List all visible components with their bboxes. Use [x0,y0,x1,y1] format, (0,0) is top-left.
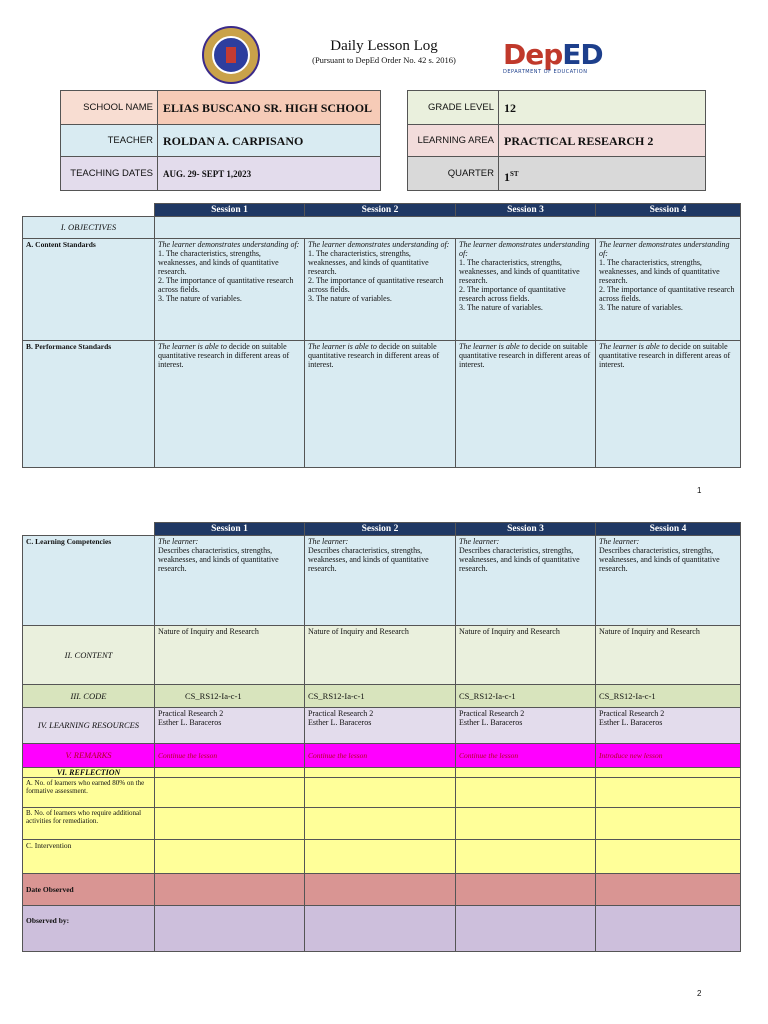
code-row [23,685,741,708]
logo-subtext: DEPARTMENT OF EDUCATION [503,69,588,75]
code-cell[interactable]: CS_RS12-Ia-c-1 [155,685,305,708]
reflection-b-cell[interactable] [456,808,596,840]
content-cell[interactable]: Nature of Inquiry and Research [596,626,741,685]
grade-level-value: 12 [498,91,705,124]
learning-area-value: PRACTICAL RESEARCH 2 [498,125,705,156]
competencies-intro: The learner: [459,537,500,546]
content-cell[interactable]: Nature of Inquiry and Research [155,626,305,685]
content-standards-intro: The learner demonstrates understanding of: [158,240,300,249]
performance-standards-cell[interactable] [456,341,596,468]
remarks-cell[interactable]: Continue the lesson [155,744,305,768]
reflection-c-row [23,840,741,874]
teaching-dates-value: AUG. 29- SEPT 1,2023 [157,157,380,190]
quarter-suffix: ST [510,170,519,178]
session-2-header: Session 2 [305,523,456,536]
resources-cell[interactable] [305,708,456,744]
competencies-cell[interactable] [305,536,456,626]
competencies-text: Describes characteristics, strengths, weaknesses, and kinds of quantitative research. [158,546,279,573]
content-cell[interactable]: Nature of Inquiry and Research [305,626,456,685]
learning-area-row [407,124,706,157]
competencies-label: C. Learning Competencies [23,536,155,626]
observed-by-cell[interactable] [305,906,456,952]
content-standards-cell[interactable] [155,239,305,341]
logo-text-dep: Dep [503,38,563,71]
performance-intro: The learner is able to [599,342,668,351]
content-standards-label: A. Content Standards [23,239,155,341]
session-header-row [23,523,741,536]
observed-by-row [23,906,741,952]
reflection-b-row [23,808,741,840]
reflection-cell[interactable] [155,768,305,778]
content-standard-item: 1. The characteristics, strengths, weaknesses, and kinds of quantitative research. [308,249,429,276]
session-1-header: Session 1 [155,204,305,217]
content-standard-item: 2. The importance of quantitative research across fields. [308,276,444,294]
competencies-intro: The learner: [599,537,640,546]
quarter-value [498,157,705,190]
reflection-b-cell[interactable] [305,808,456,840]
competencies-text: Describes characteristics, strengths, weaknesses, and kinds of quantitative research. [308,546,429,573]
page-number-2: 2 [697,989,702,998]
performance-standards-label: B. Performance Standards [23,341,155,468]
competencies-cell[interactable] [596,536,741,626]
blank-cell [23,204,155,217]
resource-title: Practical Research 2 [308,709,374,718]
quarter-number: 1 [504,170,510,184]
content-standard-item: 1. The characteristics, strengths, weaknesses, and kinds of quantitative research. [599,258,720,285]
teacher-label: TEACHER [61,125,157,156]
reflection-b-label: B. No. of learners who require additional activities for remediation. [23,808,155,840]
resource-author: Esther L. Baraceros [599,718,663,727]
reflection-label: VI. REFLECTION [23,768,155,778]
teacher-row [60,124,381,157]
objectives-row [23,217,741,239]
school-name-row [60,90,381,125]
session-1-header: Session 1 [155,523,305,536]
school-name-value: ELIAS BUSCANO SR. HIGH SCHOOL [157,91,380,124]
content-standard-item: 2. The importance of quantitative research across fields. [459,285,566,303]
learning-area-label: LEARNING AREA [408,125,498,156]
document-title: Daily Lesson Log [330,38,438,54]
content-standards-cell[interactable] [456,239,596,341]
content-standard-item: 3. The nature of variables. [599,303,683,312]
quarter-row [407,156,706,191]
performance-intro: The learner is able to [308,342,377,351]
content-row [23,626,741,685]
resource-author: Esther L. Baraceros [158,718,222,727]
performance-standards-cell[interactable] [155,341,305,468]
grade-level-label: GRADE LEVEL [408,91,498,124]
observed-by-cell[interactable] [155,906,305,952]
session-2-header: Session 2 [305,204,456,217]
remarks-label: V. REMARKS [23,744,155,768]
objectives-table [22,203,741,468]
lesson-table [22,522,741,952]
resource-title: Practical Research 2 [158,709,224,718]
reflection-a-row [23,778,741,808]
reflection-b-cell[interactable] [596,808,741,840]
teaching-dates-row [60,156,381,191]
reflection-a-cell[interactable] [596,778,741,808]
performance-text: decide on suitable quantitative research in different areas of interest. [459,342,591,369]
content-standard-item: 3. The nature of variables. [158,294,242,303]
remarks-cell[interactable]: Continue the lesson [456,744,596,768]
content-standards-cell[interactable] [596,239,741,341]
observed-by-cell[interactable] [596,906,741,952]
content-standard-item: 1. The characteristics, strengths, weaknesses, and kinds of quantitative research. [158,249,279,276]
performance-standards-cell[interactable] [596,341,741,468]
reflection-c-cell[interactable] [596,840,741,874]
date-observed-cell[interactable] [305,874,456,906]
reflection-cell[interactable] [305,768,456,778]
performance-text: decide on suitable quantitative research in different areas of interest. [158,342,290,369]
performance-standards-row [23,341,741,468]
resources-cell[interactable] [456,708,596,744]
code-cell[interactable]: CS_RS12-Ia-c-1 [596,685,741,708]
content-standard-item: 1. The characteristics, strengths, weaknesses, and kinds of quantitative research. [459,258,580,285]
resources-cell[interactable] [155,708,305,744]
date-observed-label: Date Observed [23,874,155,906]
reflection-row [23,768,741,778]
content-standard-item: 3. The nature of variables. [459,303,543,312]
resources-row [23,708,741,744]
performance-text: decide on suitable quantitative research in different areas of interest. [599,342,731,369]
observed-by-cell[interactable] [456,906,596,952]
session-3-header: Session 3 [456,204,596,217]
competencies-intro: The learner: [308,537,349,546]
session-4-header: Session 4 [596,204,741,217]
teaching-dates-label: TEACHING DATES [61,157,157,190]
page-number-1: 1 [697,486,702,495]
reflection-c-label: C. Intervention [23,840,155,874]
teacher-value: ROLDAN A. CARPISANO [157,125,380,156]
date-observed-cell[interactable] [456,874,596,906]
reflection-c-cell[interactable] [155,840,305,874]
objectives-span-cell[interactable] [155,217,741,239]
performance-text: decide on suitable quantitative research in different areas of interest. [308,342,440,369]
resource-author: Esther L. Baraceros [459,718,523,727]
session-4-header: Session 4 [596,523,741,536]
code-label: III. CODE [23,685,155,708]
deped-logo [503,38,603,78]
performance-intro: The learner is able to [158,342,227,351]
content-standards-row [23,239,741,341]
reflection-b-cell[interactable] [155,808,305,840]
performance-standards-cell[interactable] [305,341,456,468]
competencies-cell[interactable] [456,536,596,626]
reflection-cell[interactable] [596,768,741,778]
resource-title: Practical Research 2 [599,709,665,718]
school-name-label: SCHOOL NAME [61,91,157,124]
performance-intro: The learner is able to [459,342,528,351]
code-cell[interactable]: CS_RS12-Ia-c-1 [456,685,596,708]
content-standard-item: 3. The nature of variables. [308,294,392,303]
grade-level-row [407,90,706,125]
reflection-c-cell[interactable] [456,840,596,874]
observed-by-label: Observed by: [23,906,155,952]
content-cell[interactable]: Nature of Inquiry and Research [456,626,596,685]
content-standard-item: 2. The importance of quantitative research across fields. [599,285,735,303]
remarks-row [23,744,741,768]
objectives-label: I. OBJECTIVES [23,217,155,239]
remarks-cell[interactable]: Continue the lesson [305,744,456,768]
reflection-c-cell[interactable] [305,840,456,874]
reflection-a-cell[interactable] [155,778,305,808]
logo-text-ed: ED [562,38,603,71]
content-standards-intro: The learner demonstrates understanding of: [599,240,730,258]
date-observed-row [23,874,741,906]
content-standard-item: 2. The importance of quantitative research across fields. [158,276,294,294]
content-standards-intro: The learner demonstrates understanding of: [459,240,590,258]
date-observed-cell[interactable] [596,874,741,906]
reflection-a-cell[interactable] [456,778,596,808]
resources-cell[interactable] [596,708,741,744]
remarks-cell[interactable]: Introduce new lesson [596,744,741,768]
content-label: II. CONTENT [23,626,155,685]
reflection-a-cell[interactable] [305,778,456,808]
competencies-text: Describes characteristics, strengths, weaknesses, and kinds of quantitative research. [599,546,720,573]
session-header-row [23,204,741,217]
reflection-cell[interactable] [456,768,596,778]
competencies-row [23,536,741,626]
quarter-label: QUARTER [408,157,498,190]
competencies-cell[interactable] [155,536,305,626]
competencies-text: Describes characteristics, strengths, weaknesses, and kinds of quantitative research. [459,546,580,573]
content-standards-intro: The learner demonstrates understanding of: [308,240,450,249]
reflection-a-label: A. No. of learners who earned 80% on the formative assessment. [23,778,155,808]
date-observed-cell[interactable] [155,874,305,906]
session-3-header: Session 3 [456,523,596,536]
resource-author: Esther L. Baraceros [308,718,372,727]
resources-label: IV. LEARNING RESOURCES [23,708,155,744]
competencies-intro: The learner: [158,537,199,546]
resource-title: Practical Research 2 [459,709,525,718]
content-standards-cell[interactable] [305,239,456,341]
document-subtitle: (Pursuant to DepEd Order No. 42 s. 2016) [312,55,456,65]
code-cell[interactable]: CS_RS12-Ia-c-1 [305,685,456,708]
blank-cell [23,523,155,536]
